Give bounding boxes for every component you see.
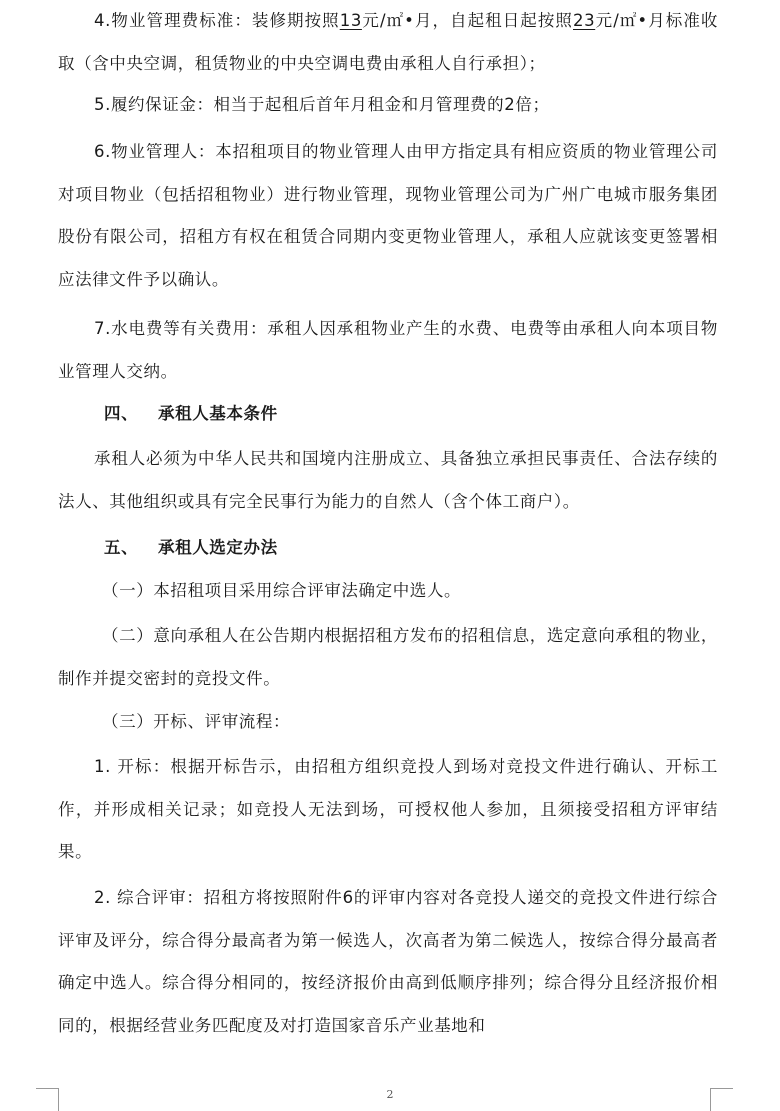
clause-4-text-cont: 标准收取（含中央空调，租赁物业的中央空调电费由承租人自行承担）；	[58, 11, 719, 73]
section-5-item-3-step-1: 1. 开标：根据开标告示，由招租方组织竞投人到场对竞投文件进行确认、开标工作，并形成相关记录；如竞投人无法到场，可授权他人参加，且须接受招租方评审结果。	[58, 757, 718, 861]
section-5-title: 承租人选定办法	[158, 538, 278, 557]
section-5-item-1: （一）本招租项目采用综合评审法确定中选人。	[102, 581, 462, 600]
clause-5-deposit: 5.履约保证金：相当于起租后首年月租金和月管理费的2倍；	[94, 95, 550, 114]
section-5-number: 五、	[104, 538, 139, 557]
clause-7-utilities: 7.水电费等有关费用：承租人因承租物业产生的水费、电费等由承租人向本项目物业管理人交纳。	[58, 319, 718, 381]
section-4-heading	[104, 393, 278, 436]
clause-4-text-a: 4.物业管理费标准：装修期按照	[94, 11, 340, 30]
rent-period-fee-value: 23	[573, 11, 596, 30]
section-5-item-3: （三）开标、评审流程：	[102, 712, 291, 731]
clause-4-text-b: 元/㎡•月，自起租日起按照	[361, 11, 573, 30]
clause-6-property-manager: 6.物业管理人：本招租项目的物业管理人由甲方指定具有相应资质的物业管理公司对项目物业（包括招租物业）进行物业管理，现物业管理公司为广州广电城市服务集团股份有限公司，招租方有权在租赁合同期内变更物业管理人，承租人应就该变更签署相应法律文件予以确认。	[58, 142, 718, 289]
section-5-heading	[104, 527, 278, 570]
section-4-title: 承租人基本条件	[158, 404, 278, 423]
renovation-fee-value: 13	[339, 11, 362, 30]
clause-4-management-fee	[58, 0, 718, 85]
page-number: 2	[386, 1088, 394, 1101]
section-5-item-3-step-2: 2. 综合评审：招租方将按照附件6的评审内容对各竞投人递交的竞投文件进行综合评审及评分，综合得分最高者为第一候选人，次高者为第二候选人，按综合得分最高者确定中选人。综合得分相同的，按经济报价由高到低顺序排列；综合得分且经济报价相同的，根据经营业务匹配度及对打造国家音乐产业基地和	[58, 888, 718, 1035]
clause-4-text-c: 元/㎡•月	[595, 11, 666, 30]
section-4-number: 四、	[104, 404, 139, 423]
section-5-item-2: （二）意向承租人在公告期内根据招租方发布的招租信息，选定意向承租的物业，制作并提交密封的竞投文件。	[58, 626, 718, 688]
section-4-body: 承租人必须为中华人民共和国境内注册成立、具备独立承担民事责任、合法存续的法人、其他组织或具有完全民事行为能力的自然人（含个体工商户）。	[58, 449, 718, 511]
